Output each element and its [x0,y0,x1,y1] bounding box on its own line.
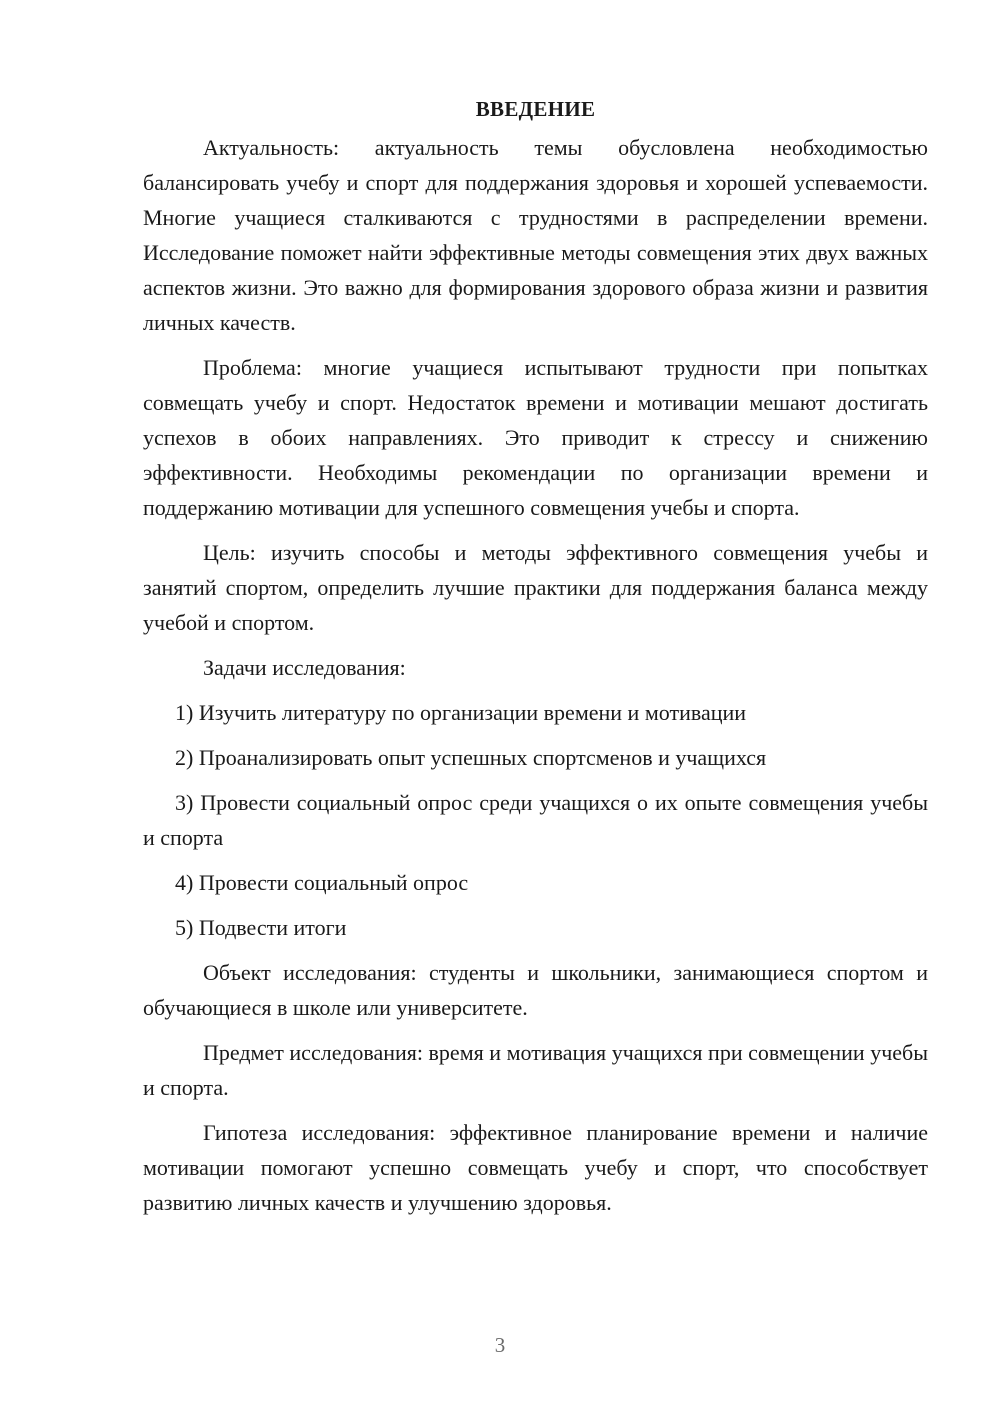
section-heading: ВВЕДЕНИЕ [475,97,596,121]
paragraph-object: Объект исследования: студенты и школьники, занимающиеся спортом и обучающиеся в школе или университете. [143,960,928,1020]
paragraph-goal: Цель: изучить способы и методы эффективного совмещения учебы и занятий спортом, определить лучшие практики для поддержания баланса между учебой и спортом. [143,540,928,635]
task-item-5: 5) Подвести итоги [175,915,347,940]
paragraph-subject: Предмет исследования: время и мотивация учащихся при совмещении учебы и спорта. [143,1040,928,1100]
task-item-4: 4) Провести социальный опрос [175,870,469,895]
document-page [143,92,928,1230]
task-item-1: 1) Изучить литературу по организации времени и мотивации [175,700,747,725]
task-item-3: 3) Провести социальный опрос среди учащихся о их опыте совмещения учебы и спорта [143,790,928,850]
paragraph-relevance: Актуальность: актуальность темы обусловлена необходимостью балансировать учебу и спорт для поддержания здоровья и хорошей успеваемости. Многие учащиеся сталкиваются с трудностями в распределении времени. Исследование поможет найти эффективные методы совмещения этих двух важных аспектов жизни. Это важно для формирования здорового образа жизни и развития личных качеств. [143,135,928,335]
task-item-2: 2) Проанализировать опыт успешных спортсменов и учащихся [175,745,767,770]
tasks-heading: Задачи исследования: [203,655,406,680]
page-number: 3 [494,1333,506,1357]
paragraph-problem: Проблема: многие учащиеся испытывают трудности при попытках совмещать учебу и спорт. Недостаток времени и мотивации мешают достигать успехов в обоих направлениях. Это приводит к стрессу и снижению эффективности. Необходимы рекомендации по организации времени и поддержанию мотивации для успешного совмещения учебы и спорта. [143,355,928,520]
paragraph-hypothesis: Гипотеза исследования: эффективное планирование времени и наличие мотивации помогают успешно совмещать учебу и спорт, что способствует развитию личных качеств и улучшению здоровья. [143,1120,928,1215]
